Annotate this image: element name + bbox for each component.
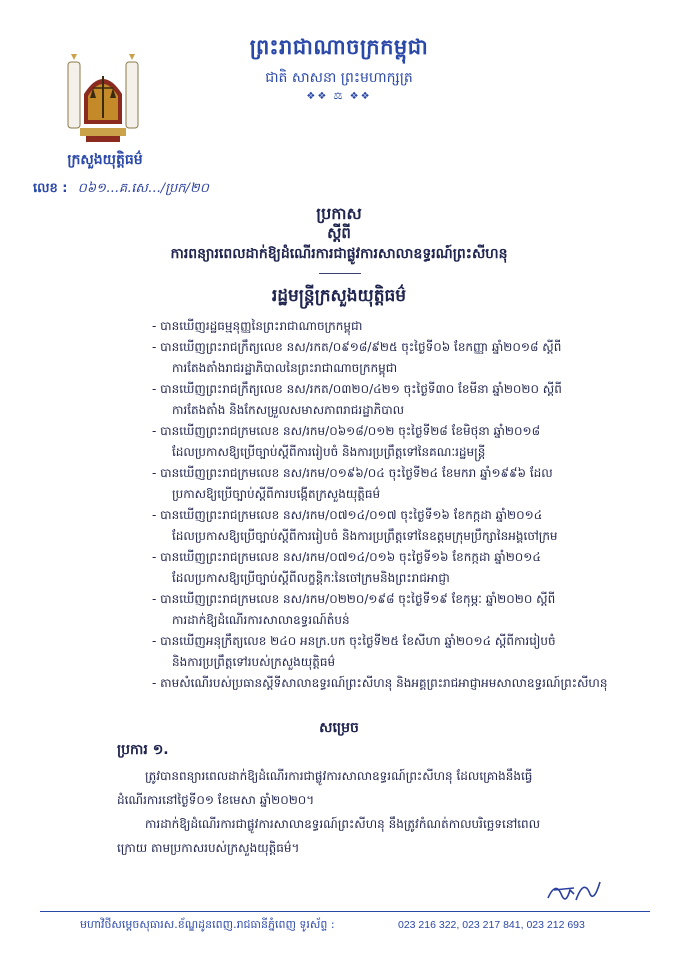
document-type: ប្រកាស bbox=[316, 204, 362, 223]
consideration-item bbox=[152, 631, 622, 673]
article-paragraph-1 bbox=[117, 764, 622, 812]
consideration-line-2: ដែលប្រកាសឱ្យប្រើច្បាប់ស្តីពីការរៀបចំ និងការប្រព្រឹត្តទៅនៃឧត្តមក្រុមប្រឹក្សានៃអង្គចៅក្រម bbox=[172, 529, 558, 543]
consideration-item bbox=[152, 589, 622, 631]
article-paragraph-2-line-1: ការដាក់ឱ្យដំណើរការជាផ្លូវការសាលាឧទ្ធរណ៍ព្រះសីហនុ នឹងត្រូវកំណត់កាលបរិច្ឆេទនៅពេល bbox=[145, 817, 541, 831]
consideration-item bbox=[152, 547, 622, 589]
consideration-line-2: និងការប្រព្រឹត្តទៅរបស់ក្រសួងយុត្តិធម៌ bbox=[172, 655, 336, 669]
national-motto: ជាតិ សាសនា ព្រះមហាក្សត្រ bbox=[265, 70, 413, 86]
consideration-item bbox=[152, 337, 622, 379]
reference-number bbox=[33, 180, 209, 200]
document-subject: ការពន្យារពេលដាក់ឱ្យដំណើរការជាផ្លូវការសាលាឧទ្ធរណ៍ព្រះសីហនុ bbox=[170, 246, 508, 262]
consideration-line-2: ប្រកាសឱ្យប្រើច្បាប់ស្តីពីការបង្កើតក្រសួងយុត្តិធម៌ bbox=[172, 487, 381, 501]
article-paragraph-1-line-2: ដំណើរការនៅថ្ងៃទី០១ ខែមេសា ឆ្នាំ២០២០។ bbox=[117, 793, 315, 807]
consideration-item bbox=[152, 673, 622, 694]
ministry-name: ក្រសួងយុត្តិធម៌ bbox=[67, 152, 143, 168]
footer-divider bbox=[40, 911, 650, 912]
footer-phones: 023 216 322, 023 217 841, 023 212 693 bbox=[398, 919, 585, 931]
reference-label: លេខ : bbox=[33, 181, 68, 196]
reference-value: ០៦១…គ.សេ…/ប្រក/២០ bbox=[77, 181, 209, 196]
ministry-emblem-icon bbox=[66, 54, 140, 144]
considerations-list bbox=[152, 316, 622, 694]
decision-heading: សម្រេច bbox=[319, 720, 359, 736]
consideration-line-2: ដែលប្រកាសឱ្យប្រើច្បាប់ស្តីពីការរៀបចំ និងការប្រព្រឹត្តទៅនៃគណៈរដ្ឋមន្ត្រី bbox=[172, 445, 486, 459]
consideration-line-2: ការតែងតាំង និងកែសម្រួលសមាសភាពរាជរដ្ឋាភិបាល bbox=[172, 403, 405, 417]
article-label: ប្រការ ១. bbox=[117, 742, 169, 758]
consideration-line-1: - បានឃើញព្រះរាជក្រឹត្យលេខ នស/រកត/០៣២០/៤២១ ចុះថ្ងៃទី៣០ ខែមីនា ឆ្នាំ២០២០ ស្តីពី bbox=[152, 382, 562, 396]
issuing-authority: រដ្ឋមន្ត្រីក្រសួងយុត្តិធម៌ bbox=[271, 286, 407, 306]
consideration-item bbox=[152, 379, 622, 421]
consideration-line-1: - បានឃើញព្រះរាជក្រមលេខ នស/រកម/០៦១៨/០១២ ចុះថ្ងៃទី២៨ ខែមិថុនា ឆ្នាំ២០១៨ bbox=[152, 424, 541, 438]
consideration-line-1: - បានឃើញព្រះរាជក្រមលេខ នស/រកម/០១៩៦/០៤ ចុះថ្ងៃទី២៤ ខែមករា ឆ្នាំ១៩៩៦ ដែល bbox=[152, 466, 553, 480]
consideration-line-2: ដែលប្រកាសឱ្យប្រើច្បាប់ស្តីពីលក្ខន្តិកៈនៃចៅក្រមនិងព្រះរាជអាជ្ញា bbox=[172, 571, 450, 585]
kingdom-title: ព្រះរាជាណាចក្រកម្ពុជា bbox=[249, 35, 429, 59]
consideration-line-1: - បានឃើញព្រះរាជក្រមលេខ នស/រកម/០២២០/១៩៨ ចុះថ្ងៃទី១៩ ខែកុម្ភៈ ឆ្នាំ២០២០ ស្តីពី bbox=[152, 592, 556, 606]
consideration-line-1: - បានឃើញព្រះរាជក្រមលេខ នស/រកម/០៧១៤/០១៧ ចុះថ្ងៃទី១៦ ខែកក្កដា ឆ្នាំ២០១៤ bbox=[152, 508, 543, 522]
consideration-line-1: - បានឃើញរដ្ឋធម្មនុញ្ញនៃព្រះរាជាណាចក្រកម្ពុជា bbox=[152, 319, 363, 333]
consideration-line-2: ការដាក់ឱ្យដំណើរការសាលាឧទ្ធរណ៍តំបន់ bbox=[172, 613, 350, 627]
consideration-item bbox=[152, 463, 622, 505]
consideration-line-1: - បានឃើញព្រះរាជក្រឹត្យលេខ នស/រកត/០៩១៨/៩២៥ ចុះថ្ងៃទី០៦ ខែកញ្ញា ឆ្នាំ២០១៨ ស្តីពី bbox=[152, 340, 562, 354]
article-paragraph-2 bbox=[117, 812, 622, 860]
consideration-line-1: - បានឃើញព្រះរាជក្រមលេខ នស/រកម/០៧១៤/០១៦ ចុះថ្ងៃទី១៦ ខែកក្កដា ឆ្នាំ២០១៤ bbox=[152, 550, 541, 564]
consideration-line-1: - បានឃើញអនុក្រឹត្យលេខ ២៤០ អនក្រ.បក ចុះថ្ងៃទី២៥ ខែសីហា ឆ្នាំ២០១៤ ស្តីពីការរៀបចំ bbox=[152, 634, 556, 648]
footer-address: មហាវិថីសម្តេចសុធារស.ខ័ណ្ឌដូនពេញ.រាជធានីភ្នំពេញ ទូរស័ព្ទ : bbox=[80, 918, 335, 931]
consideration-item bbox=[152, 421, 622, 463]
about-label: ស្តីពី bbox=[327, 224, 351, 242]
consideration-line-1: - តាមសំណើរបស់ប្រធានស្តីទីសាលាឧទ្ធរណ៍ព្រះសីហនុ និងអគ្គព្រះរាជអាជ្ញាអមសាលាឧទ្ធរណ៍ព្រះសីហនុ bbox=[152, 676, 608, 690]
signature-mark bbox=[544, 876, 604, 906]
header-ornament: ❖❖ ⚖ ❖❖ bbox=[306, 91, 372, 102]
title-divider bbox=[319, 273, 361, 274]
consideration-item bbox=[152, 316, 622, 337]
consideration-line-2: ការតែងតាំងរាជរដ្ឋាភិបាលនៃព្រះរាជាណាចក្រកម្ពុជា bbox=[172, 361, 398, 375]
consideration-item bbox=[152, 505, 622, 547]
article-paragraph-2-line-2: ក្រោយ តាមប្រកាសរបស់ក្រសួងយុត្តិធម៌។ bbox=[117, 841, 300, 855]
article-paragraph-1-line-1: ត្រូវបានពន្យារពេលដាក់ឱ្យដំណើរការជាផ្លូវការសាលាឧទ្ធរណ៍ព្រះសីហនុ ដែលគ្រោងនឹងធ្វើ bbox=[145, 769, 533, 783]
